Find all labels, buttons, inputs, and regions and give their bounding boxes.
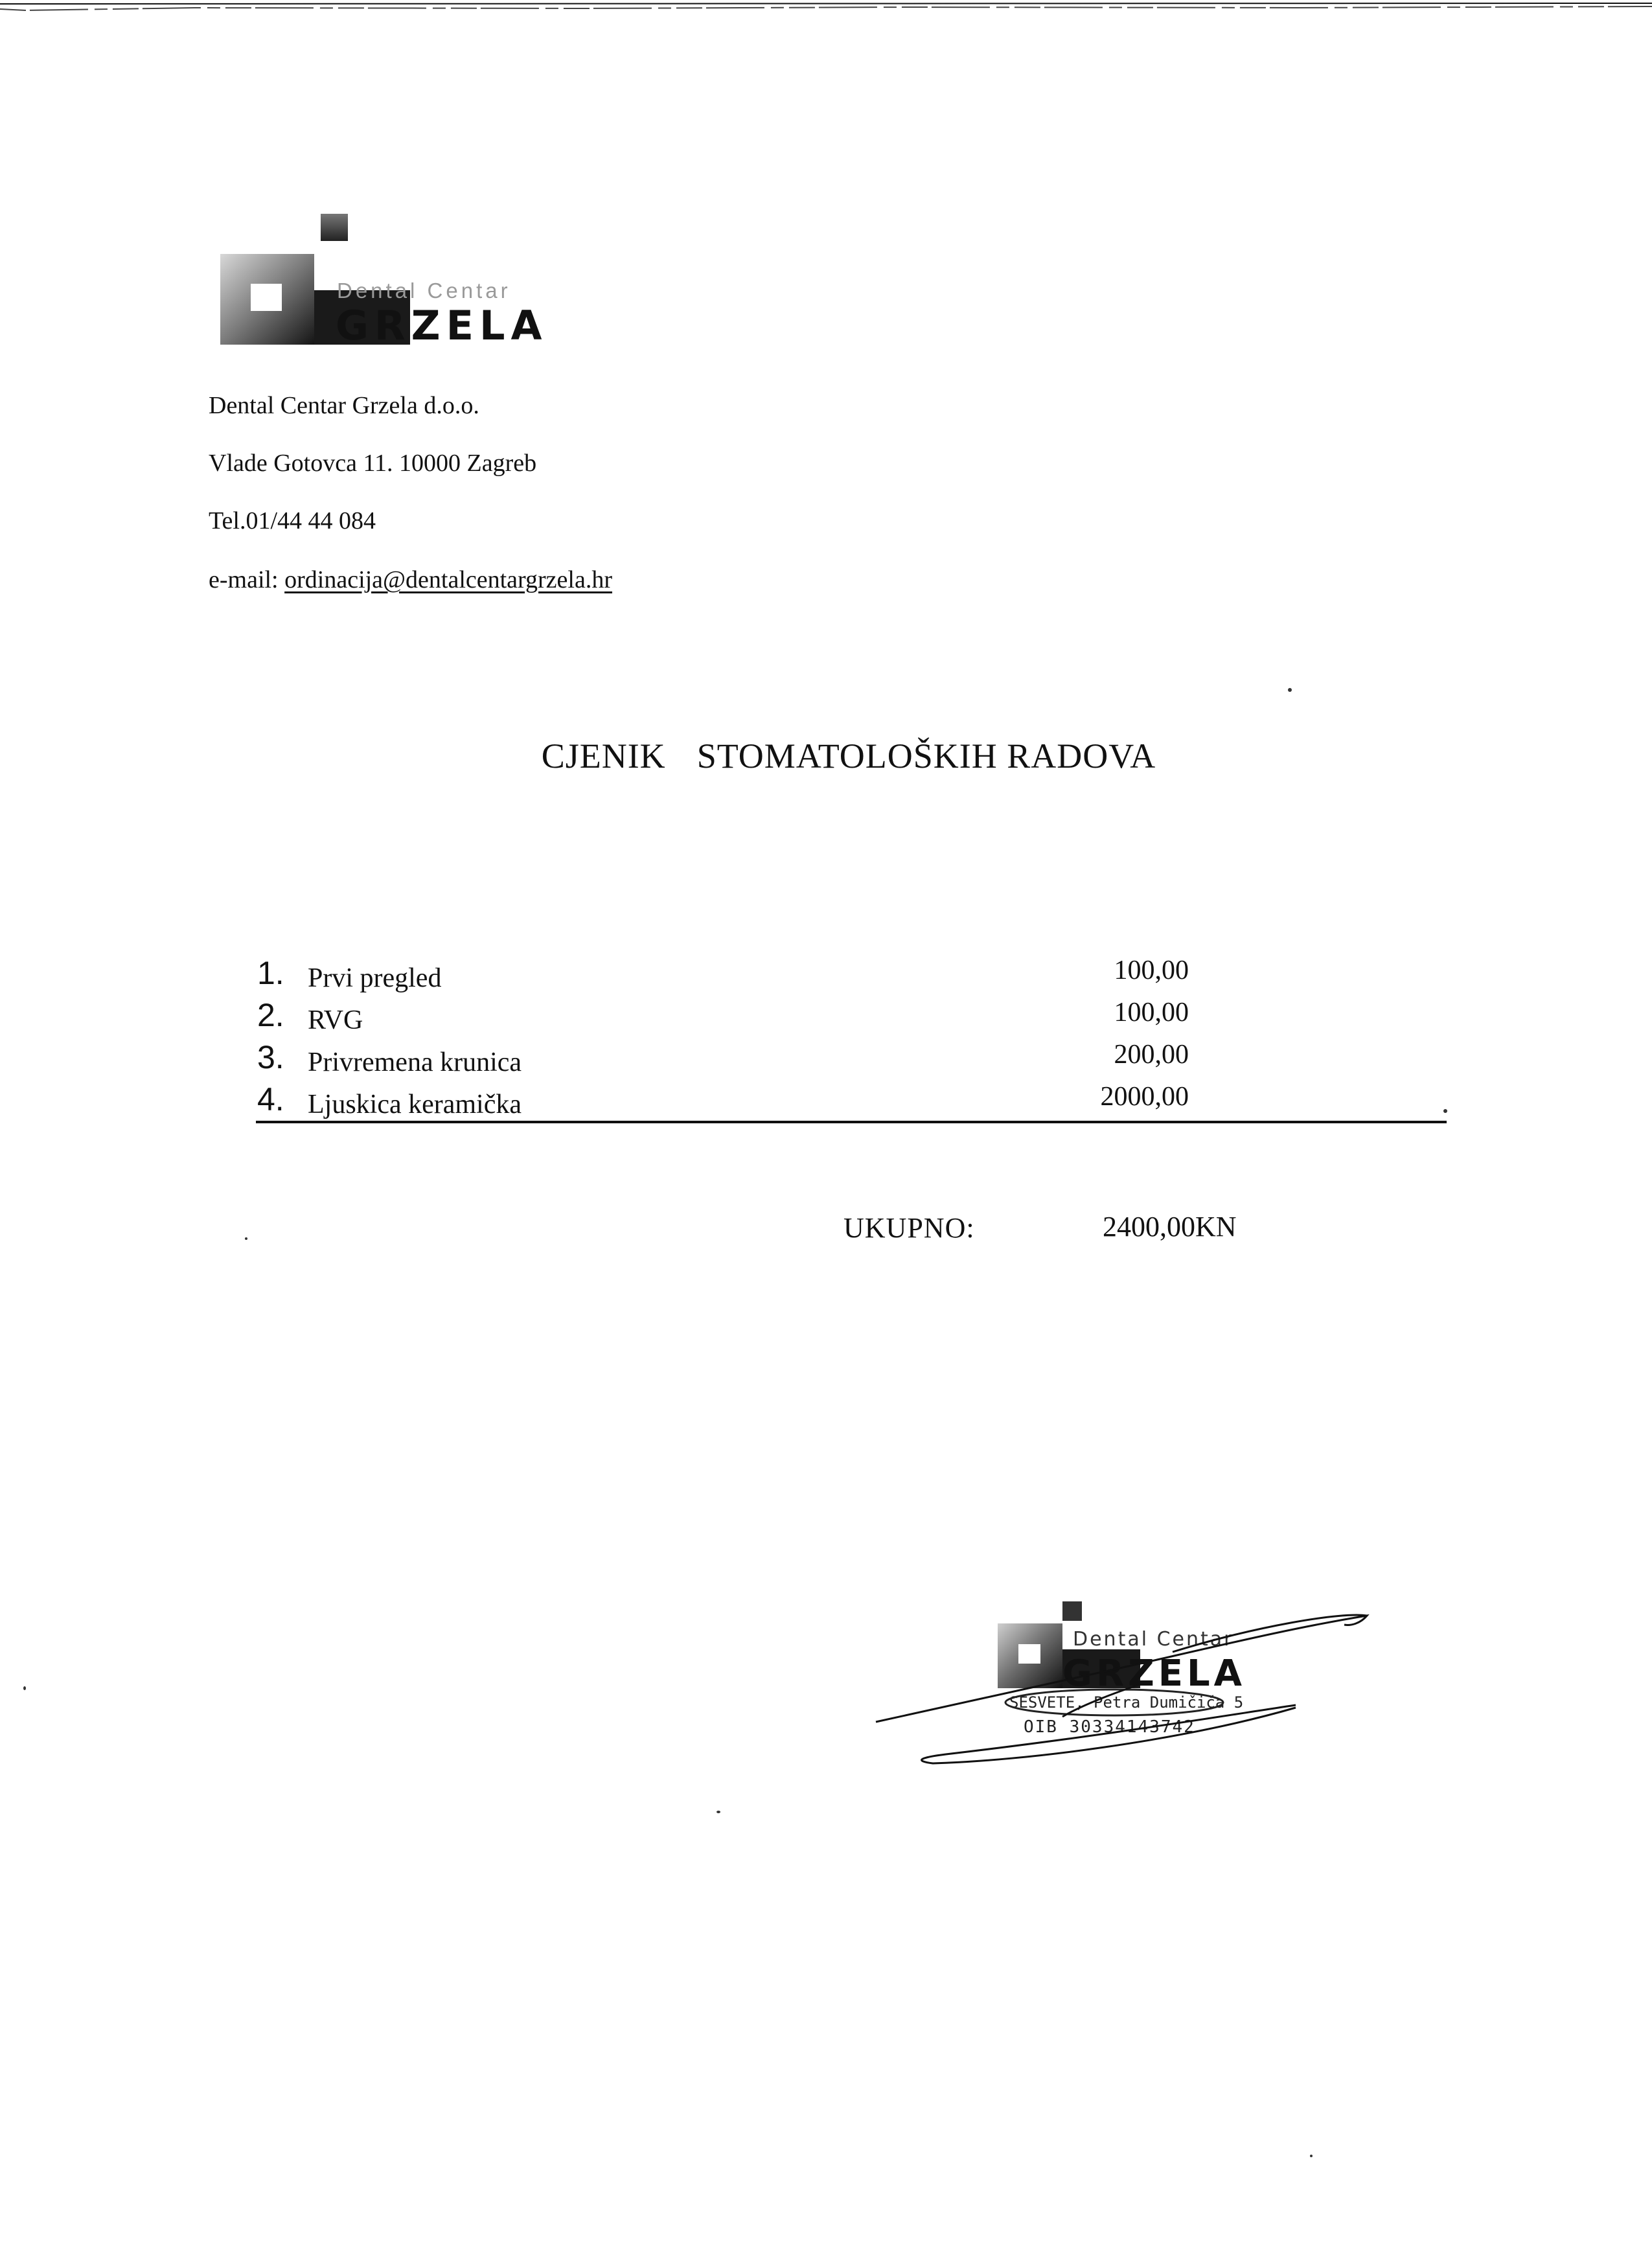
scan-speck (1310, 2155, 1313, 2157)
scan-speck (1288, 688, 1292, 692)
item-number: 2. (257, 997, 284, 1033)
item-description: Ljuskica keramička (308, 1090, 522, 1119)
company-phone: Tel.01/44 44 084 (209, 507, 376, 534)
title-part-2: STOMATOLOŠKIH RADOVA (696, 737, 1156, 775)
company-email-line (209, 566, 612, 594)
title-part-1: CJENIK (541, 737, 666, 775)
item-description: Privremena krunica (308, 1048, 522, 1077)
scan-speck (717, 1811, 720, 1813)
table-divider (256, 1121, 1447, 1123)
stamp-oib-text: OIB 30334143742 (1024, 1717, 1195, 1737)
item-price: 100,00 (1114, 956, 1189, 985)
table-row (256, 1079, 1448, 1121)
scan-edge-line (0, 3, 1652, 12)
scan-speck (1443, 1109, 1447, 1113)
total-label: UKUPNO: (843, 1212, 975, 1244)
table-row (256, 1037, 1448, 1079)
logo-big-text: GRZELA (336, 302, 548, 349)
item-number: 1. (257, 955, 284, 991)
logo-small-text: Dental Centar (337, 279, 511, 303)
company-address: Vlade Gotovca 11. 10000 Zagreb (209, 450, 537, 477)
item-description: Prvi pregled (308, 963, 442, 993)
stamp-big-text: GRZELA (1062, 1653, 1246, 1695)
item-price: 100,00 (1114, 998, 1189, 1027)
document-title (0, 736, 1652, 776)
scan-speck (23, 1686, 26, 1690)
company-name: Dental Centar Grzela d.o.o. (209, 392, 479, 419)
item-number: 3. (257, 1039, 284, 1075)
stamp-small-text: Dental Centar (1073, 1628, 1234, 1651)
item-number: 4. (257, 1081, 284, 1117)
scan-speck (245, 1237, 247, 1240)
email-link[interactable]: ordinacija@dentalcentargrzela.hr (284, 566, 612, 593)
stamp-address-text: SESVETE, Petra Dumičića 5 (1009, 1693, 1244, 1712)
table-row (256, 994, 1448, 1037)
item-price: 2000,00 (1100, 1082, 1189, 1112)
email-label: e-mail: (209, 566, 279, 593)
total-value: 2400,00KN (1103, 1211, 1237, 1243)
price-table (256, 952, 1448, 1121)
table-row (256, 952, 1448, 994)
company-stamp (868, 1587, 1386, 1788)
item-price: 200,00 (1114, 1040, 1189, 1070)
item-description: RVG (308, 1005, 363, 1035)
